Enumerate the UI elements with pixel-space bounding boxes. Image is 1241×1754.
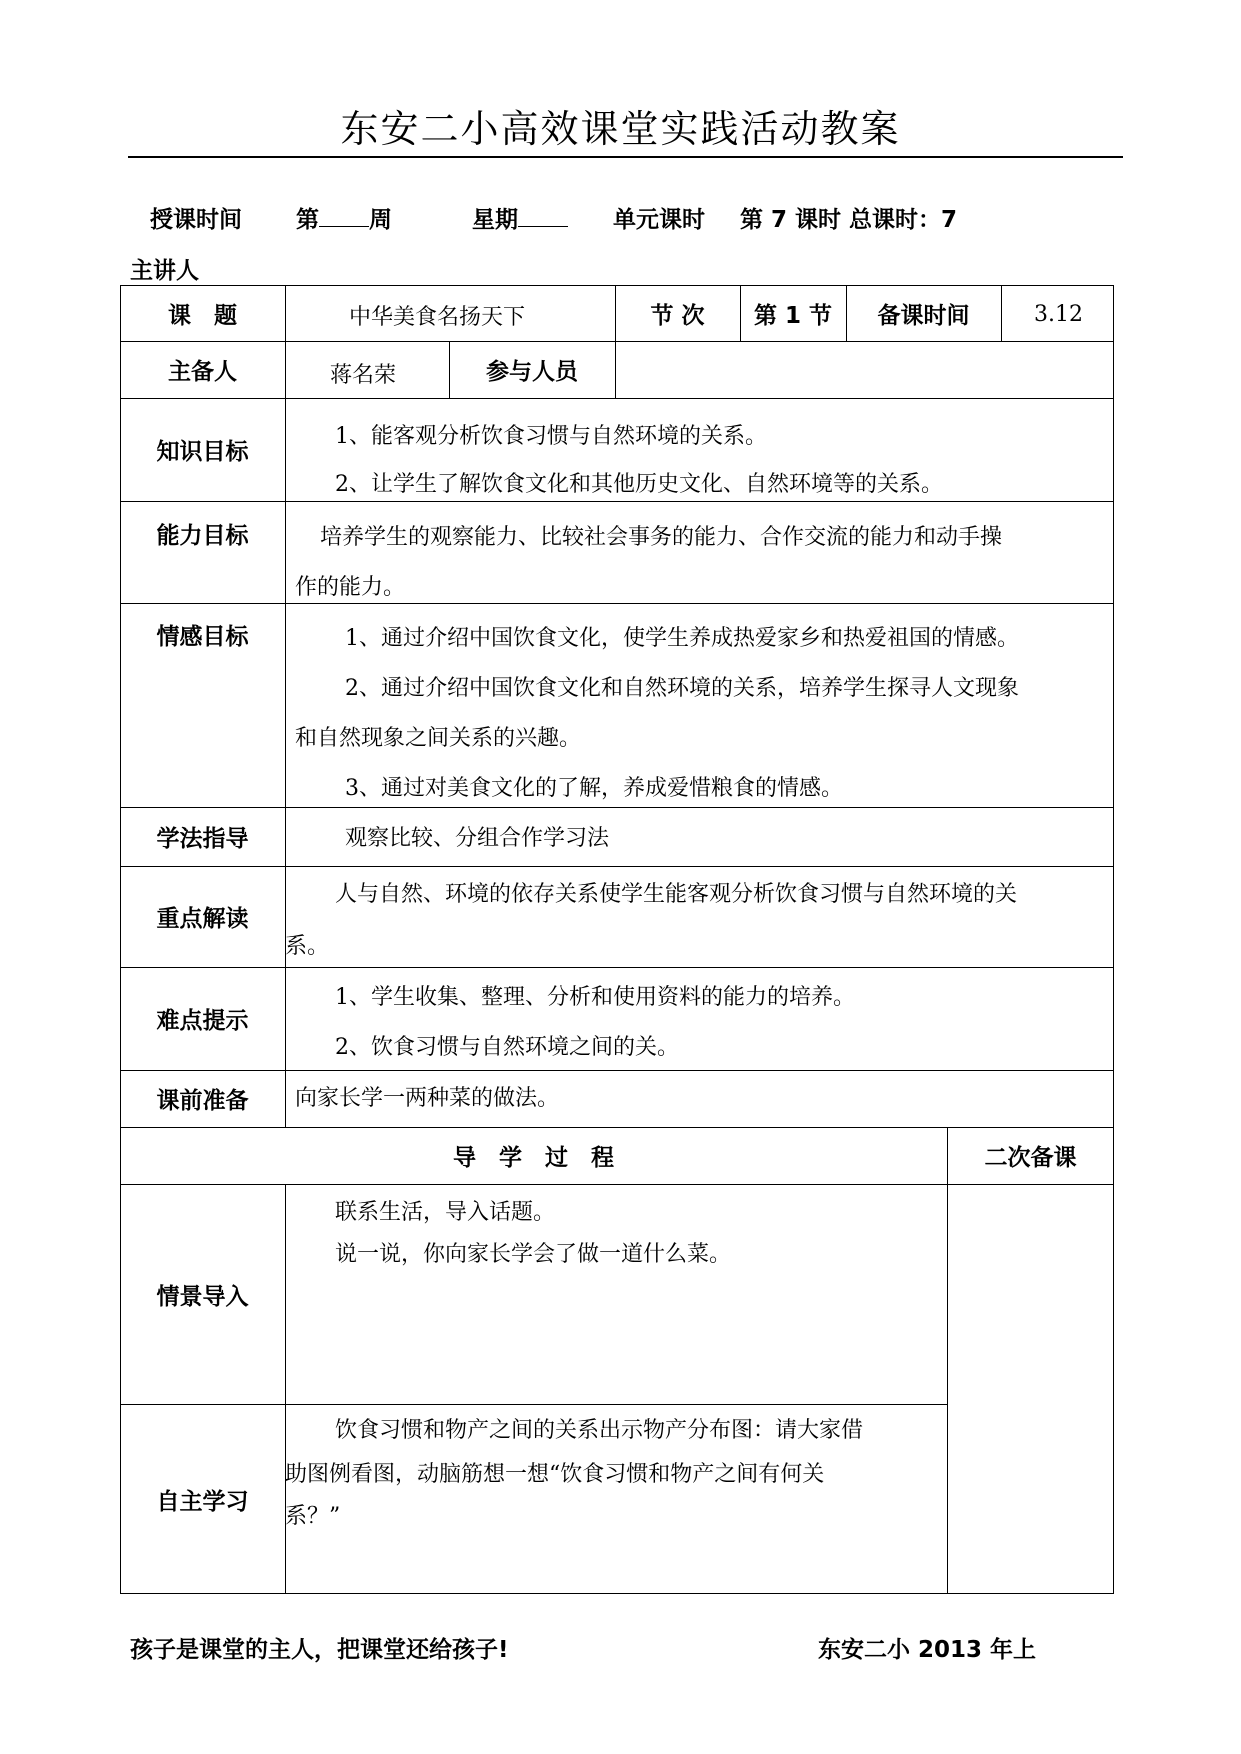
difficulty-line: 2、饮食习惯与自然环境之间的关。 — [335, 1035, 679, 1060]
label-column-rule — [285, 285, 286, 1127]
time-label: 授课时间 — [150, 207, 242, 233]
ability-line: 作的能力。 — [295, 575, 406, 600]
knowledge-line: 1、能客观分析饮食习惯与自然环境的关系。 — [335, 424, 767, 449]
week-blank — [319, 225, 369, 227]
key-line: 系。 — [285, 934, 330, 959]
emotion-line: 1、通过介绍中国饮食文化，使学生养成热爱家乡和热爱祖国的情感。 — [345, 626, 1019, 651]
self-study-label: 自主学习 — [156, 1488, 249, 1515]
ability-label: 能力目标 — [156, 522, 249, 549]
difficulty-line: 1、学生收集、整理、分析和使用资料的能力的培养。 — [335, 985, 855, 1010]
emotion-line: 3、通过对美食文化的了解，养成爱惜粮食的情感。 — [345, 776, 843, 801]
label-column-rule — [285, 1184, 286, 1594]
weekday-blank — [518, 225, 568, 227]
lecturer-label: 主讲人 — [130, 258, 199, 284]
week-prefix: 第 — [296, 207, 319, 233]
intro-line: 说一说，你向家长学会了做一道什么菜。 — [335, 1242, 732, 1267]
method-text: 观察比较、分组合作学习法 — [345, 826, 610, 851]
self-study-line: 饮食习惯和物产之间的关系出示物产分布图：请大家借 — [335, 1418, 864, 1443]
topic-value: 中华美食名扬天下 — [349, 305, 526, 330]
section-label: 节 次 — [650, 302, 705, 329]
footer-motto: 孩子是课堂的主人，把课堂还给孩子! — [130, 1637, 509, 1663]
process-header: 导 学 过 程 — [453, 1145, 614, 1171]
prep-time-value: 3.12 — [1034, 302, 1083, 327]
key-label: 重点解读 — [156, 906, 249, 932]
preparer-label: 主备人 — [168, 359, 237, 385]
intro-line: 联系生活，导入话题。 — [335, 1200, 556, 1225]
topic-label: 课 题 — [168, 302, 237, 329]
preparer-value: 蒋名荣 — [330, 363, 397, 388]
prep-text: 向家长学一两种菜的做法。 — [295, 1086, 560, 1111]
col-rule — [615, 341, 616, 398]
week-field — [296, 201, 392, 234]
second-prep-header: 二次备课 — [984, 1145, 1077, 1171]
emotion-line: 2、通过介绍中国饮食文化和自然环境的关系，培养学生探寻人文现象 — [345, 676, 1019, 701]
section-value: 第 1 节 — [753, 302, 833, 329]
ability-line: 培养学生的观察能力、比较社会事务的能力、合作交流的能力和动手操 — [320, 525, 1003, 550]
weekday-label: 星期 — [472, 207, 518, 233]
prep-label: 课前准备 — [156, 1088, 249, 1114]
prep-time-label: 备课时间 — [877, 302, 970, 329]
knowledge-label: 知识目标 — [156, 439, 249, 465]
self-study-line: 系？” — [285, 1504, 341, 1529]
intro-label: 情景导入 — [156, 1283, 249, 1310]
difficulty-label: 难点提示 — [156, 1008, 249, 1034]
row-rule — [120, 501, 1114, 502]
method-label: 学法指导 — [156, 826, 249, 852]
key-line: 人与自然、环境的依存关系使学生能客观分析饮食习惯与自然环境的关 — [335, 882, 1018, 907]
footer-school: 东安二小 2013 年上 — [818, 1637, 1037, 1663]
lesson-count: 第 7 课时 总课时：7 — [740, 207, 958, 233]
unit-label: 单元课时 — [613, 207, 705, 233]
col-rule — [1001, 285, 1002, 341]
knowledge-line: 2、让学生了解饮食文化和其他历史文化、自然环境等的关系。 — [335, 472, 943, 497]
participants-label: 参与人员 — [486, 359, 578, 385]
emotion-line: 和自然现象之间关系的兴趣。 — [295, 726, 582, 751]
week-suffix: 周 — [369, 207, 392, 233]
row-rule — [120, 603, 1114, 604]
weekday-field — [472, 201, 568, 234]
col-rule — [947, 1127, 948, 1594]
emotion-label: 情感目标 — [156, 623, 249, 650]
title-rule — [128, 156, 1123, 158]
document-title: 东安二小高效课堂实践活动教案 — [340, 107, 901, 151]
self-study-line: 助图例看图，动脑筋想一想“饮食习惯和物产之间有何关 — [285, 1462, 825, 1487]
